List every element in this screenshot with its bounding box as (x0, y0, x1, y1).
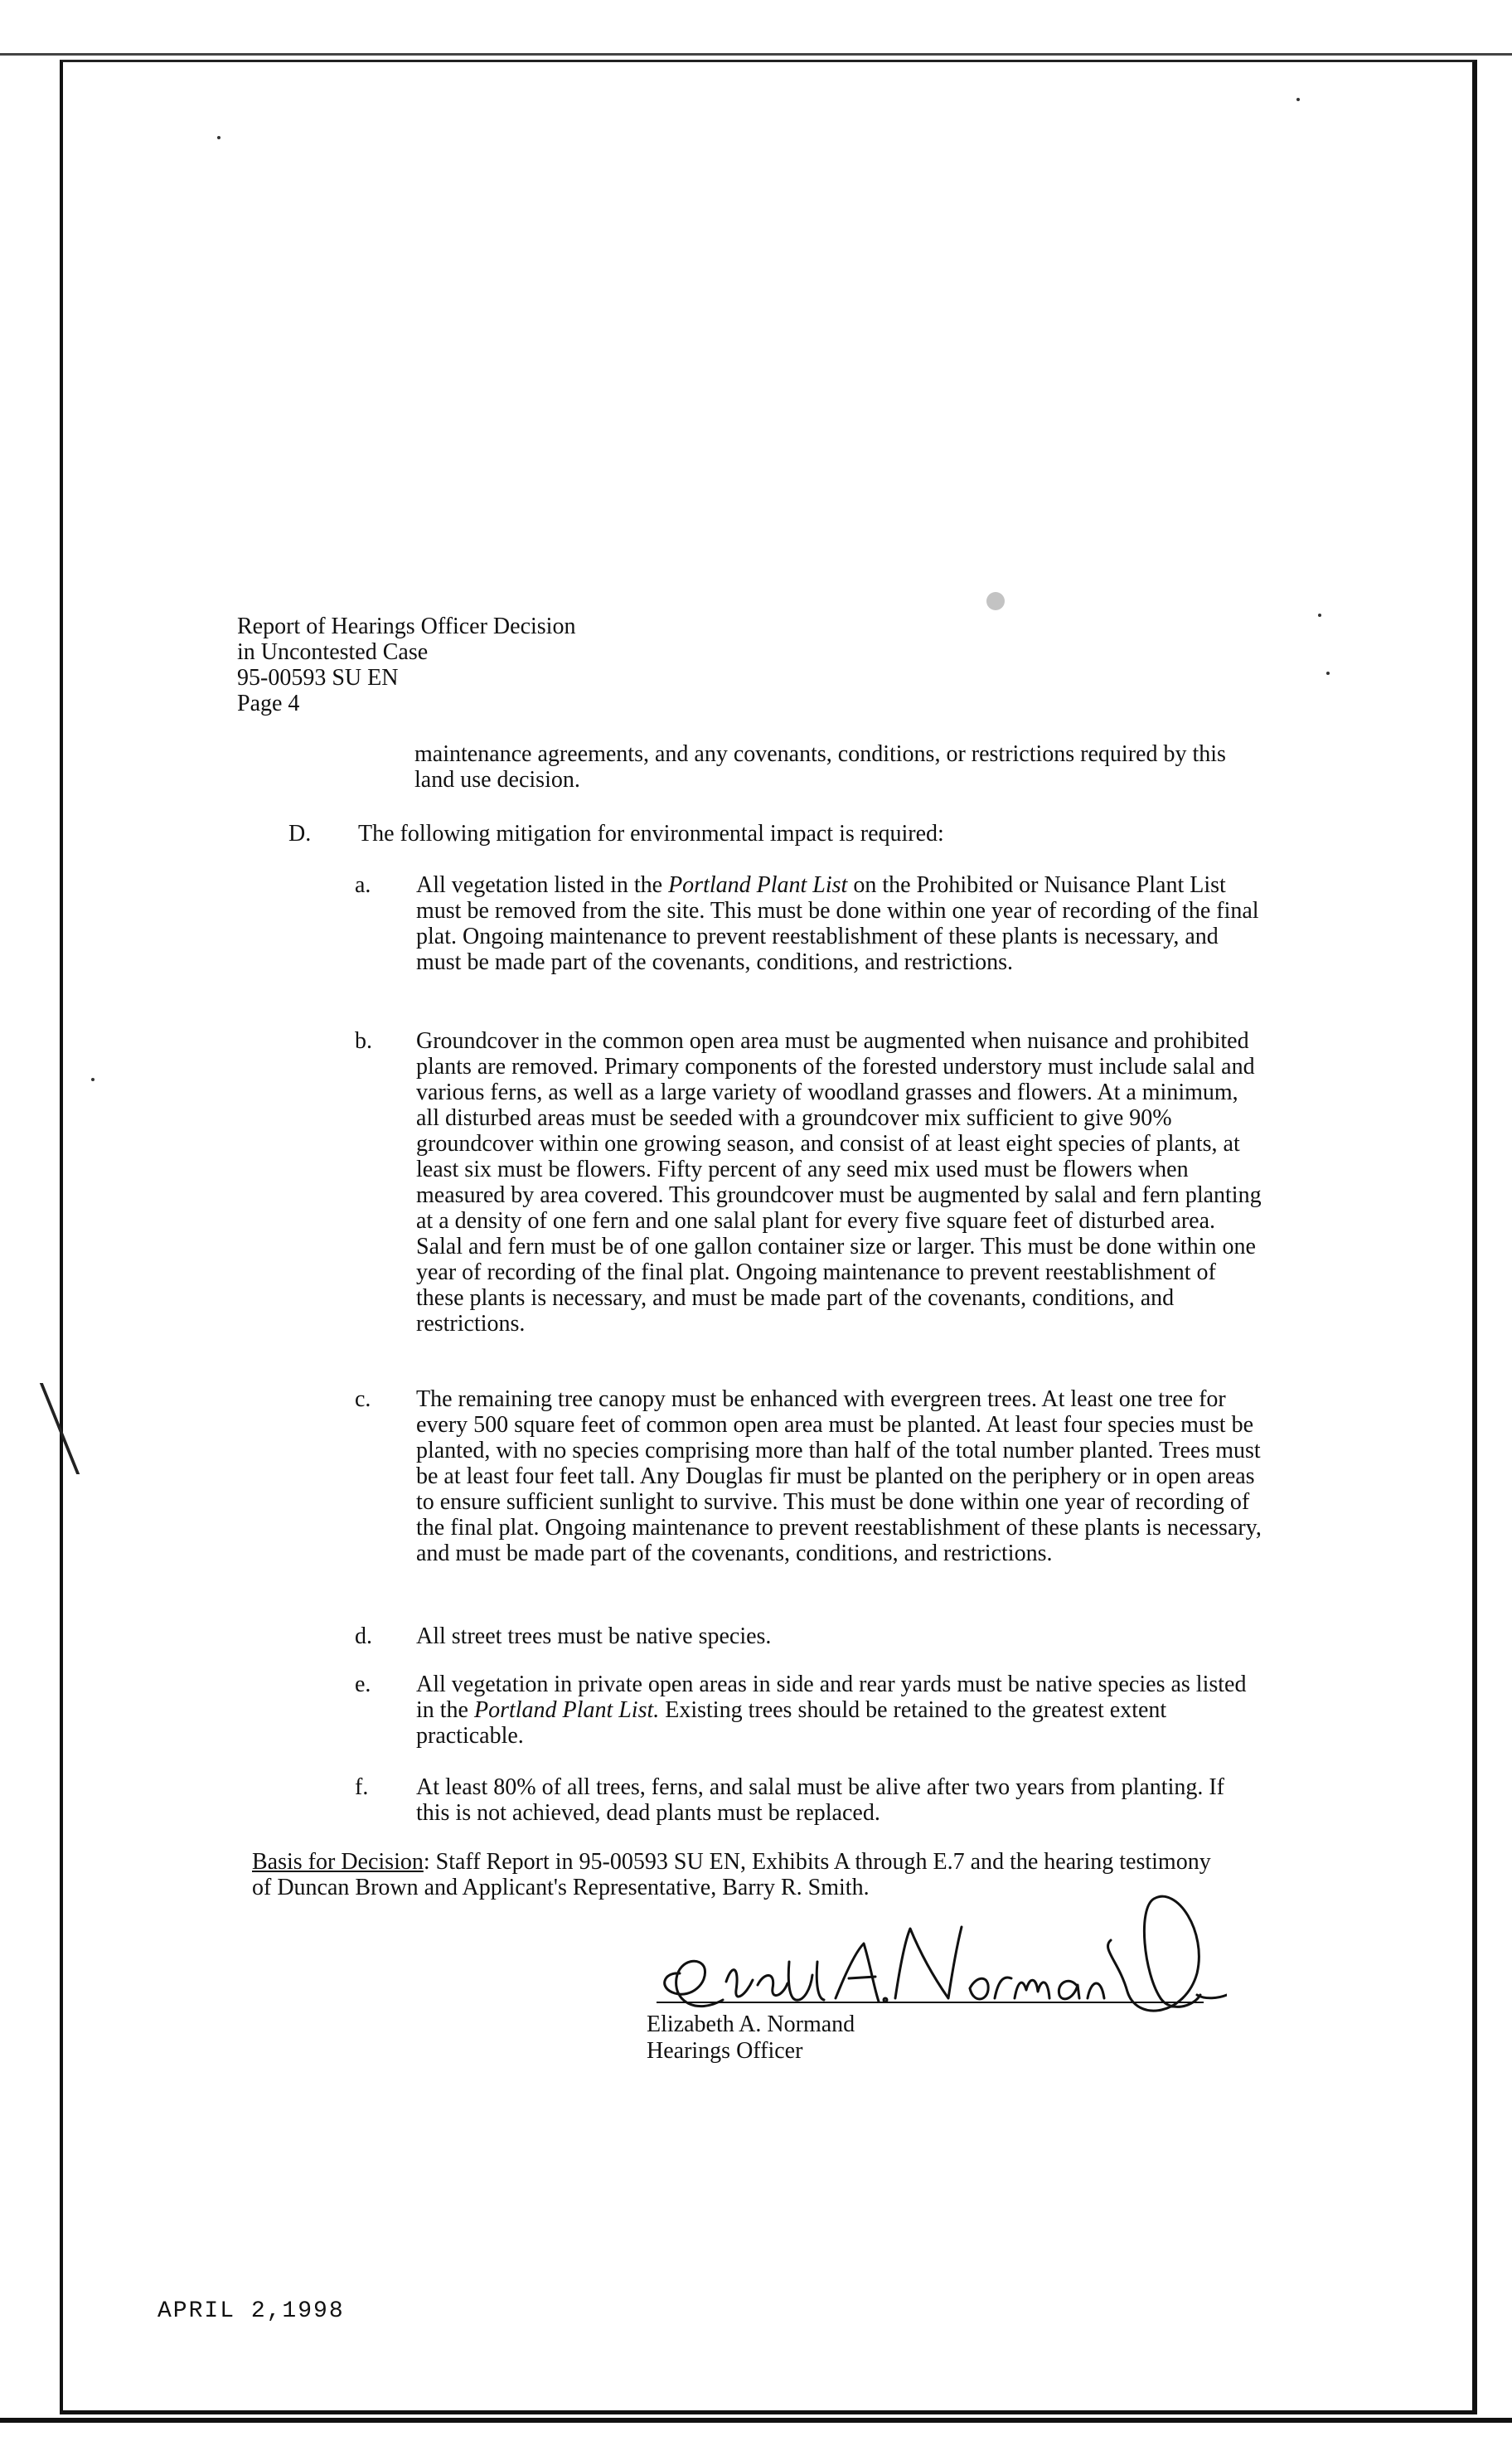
signature-line (657, 2002, 1204, 2003)
scan-speck (1318, 614, 1321, 617)
header-page-number: Page 4 (237, 691, 300, 716)
signer-title: Hearings Officer (647, 2038, 803, 2064)
list-item-text: At least 80% of all trees, ferns, and salal must be alive after two years from planting. If this is not achieved, dead plants must be replaced. (416, 1774, 1225, 1826)
scan-speck (91, 1078, 94, 1081)
header-case-number: 95-00593 SU EN (237, 665, 399, 691)
signer-info (647, 2012, 855, 2065)
continued-paragraph: maintenance agreements, and any covenants, conditions, or restrictions required by this land use decision. (414, 741, 1226, 793)
list-item-text: The remaining tree canopy must be enhanced with evergreen trees. At least one tree for every 500 square feet of common open area must be planted. At least four species must be planted, with no species comprising more than half of the total number planted. Trees must be at least four feet tall. Any Douglas fir must be planted on the periphery or in open areas to ensure sufficient sunlight to survive. This must be done within one year of recording of the final plat. Ongoing maintenance to prevent reestablishment of these plants is necessary, and must be made part of the covenants, conditions, and restrictions. (416, 1386, 1262, 1566)
scan-speck (986, 592, 1005, 610)
basis-label: Basis for Decision (252, 1849, 424, 1875)
header-case-type: in Uncontested Case (237, 639, 429, 665)
scan-edge-top (0, 53, 1512, 56)
date-stamp: APRIL 2,1998 (158, 2298, 345, 2324)
scan-speck (1296, 98, 1300, 101)
list-item-label: e. (355, 1672, 371, 1697)
list-item-text: All street trees must be native species. (416, 1623, 772, 1649)
list-item-label: b. (355, 1028, 372, 1054)
section-d-label: D. (288, 821, 312, 847)
header-title: Report of Hearings Officer Decision (237, 614, 576, 639)
list-item-label: a. (355, 872, 371, 898)
list-item-text: All vegetation in private open areas in side and rear yards must be native species as listed in the Portland Plant List. Existing trees should be retained to the greatest extent practicable. (416, 1672, 1247, 1749)
scan-speck (217, 136, 220, 139)
signer-name: Elizabeth A. Normand (647, 2012, 855, 2037)
list-item-text: Groundcover in the common open area must be augmented when nuisance and prohibited plants are removed. Primary components of the forested understory must include salal and various ferns, as well as a large variety of woodland grasses and flowers. At a minimum, all disturbed areas must be seeded with a groundcover mix sufficient to give 90% groundcover within one growing season, and consist of at least eight species of plants, at least six must be flowers. Fifty percent of any seed mix used must be flowers when measured by area covered. This groundcover must be augmented by salal and fern planting at a density of one fern and one salal plant for every five square feet of disturbed area. Salal and fern must be of one gallon container size or larger. This must be done within one year of recording of the final plat. Ongoing maintenance to prevent reestablishment of these plants is necessary, and must be made part of the covenants, conditions, and restrictions. (416, 1028, 1262, 1337)
scan-speck (1326, 672, 1330, 675)
list-item-label: c. (355, 1386, 371, 1412)
basis-text: : Staff Report in 95-00593 SU EN, Exhibits A through E.7 and the hearing testimony of Duncan Brown and Applicant's Representative, Barry R. Smith. (252, 1849, 1211, 1900)
section-d-text: The following mitigation for environmental impact is required: (358, 821, 944, 847)
document-header (237, 614, 575, 716)
scan-edge-bottom (0, 2418, 1512, 2423)
list-item-label: f. (355, 1774, 369, 1800)
list-item-text: All vegetation listed in the Portland Plant List on the Prohibited or Nuisance Plant List must be removed from the site. This must be done within one year of recording of the final plat. Ongoing maintenance to prevent reestablishment of these plants is necessary, and must be made part of the covenants, conditions, and restrictions. (416, 872, 1259, 975)
list-item-label: d. (355, 1623, 372, 1649)
section-d-heading (288, 821, 944, 847)
